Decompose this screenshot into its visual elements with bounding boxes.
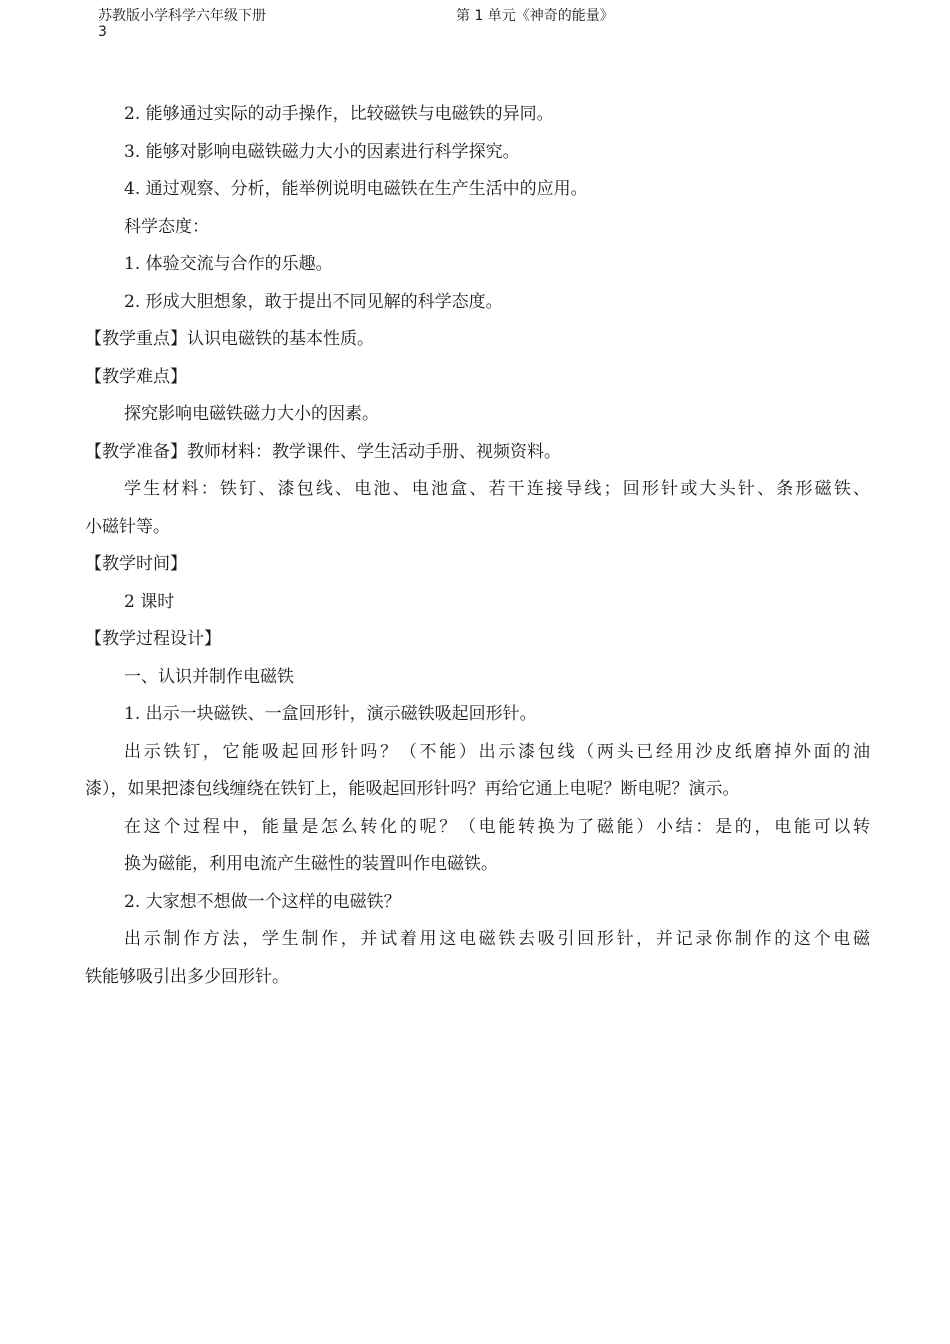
teaching-focus: 【教学重点】认识电磁铁的基本性质。: [85, 329, 374, 349]
document-body: [85, 96, 870, 996]
teaching-time: 2 课时: [124, 591, 175, 612]
objective-3: 3. 能够对影响电磁铁磁力大小的因素进行科学探究。: [124, 141, 520, 162]
attitude-1: 1. 体验交流与合作的乐趣。: [124, 254, 333, 274]
paragraph-iron-nail-line-1: 出示铁钉，它能吸起回形针吗？（不能）出示漆包线（两头已经用沙皮纸磨掉外面的油: [124, 741, 870, 762]
objective-2: 2. 能够通过实际的动手操作，比较磁铁与电磁铁的异同。: [124, 104, 554, 124]
objective-4: 4. 通过观察、分析，能举例说明电磁铁在生产生活中的应用。: [124, 179, 588, 199]
paragraph-make-line-1: 出示制作方法，学生制作，并试着用这电磁铁去吸引回形针，并记录你制作的这个电磁: [124, 929, 870, 949]
paragraph-make-line-2: 铁能够吸引出多少回形针。: [85, 966, 289, 987]
header-book-title: 苏教版小学科学六年级下册: [98, 8, 266, 24]
paragraph-iron-nail-line-2: 漆），如果把漆包线缠绕在铁钉上，能吸起回形针吗？再给它通上电呢？断电呢？演示。: [85, 779, 740, 799]
paragraph-energy-line-1: 在这个过程中，能量是怎么转化的呢？（电能转换为了磁能）小结：是的，电能可以转: [124, 816, 870, 837]
attitude-2: 2. 形成大胆想象，敢于提出不同见解的科学态度。: [124, 291, 503, 312]
student-materials-line-2: 小磁针等。: [85, 516, 170, 537]
teaching-time-heading: 【教学时间】: [85, 554, 187, 574]
part-one-heading: 一、认识并制作电磁铁: [124, 666, 294, 687]
step-2: 2. 大家想不想做一个这样的电磁铁？: [124, 891, 401, 912]
section-heading-scientific-attitude: 科学态度：: [124, 216, 209, 237]
header-unit-title: 第 1 单元《神奇的能量》: [456, 8, 614, 24]
teaching-preparation: 【教学准备】教师材料：教学课件、学生活动手册、视频资料。: [85, 441, 561, 462]
teaching-difficulty-heading: 【教学难点】: [85, 366, 187, 387]
step-1: 1. 出示一块磁铁、一盒回形针，演示磁铁吸起回形针。: [124, 704, 537, 724]
teaching-process-heading: 【教学过程设计】: [85, 629, 221, 649]
page-number: 3: [98, 24, 107, 40]
paragraph-energy-line-2: 换为磁能，利用电流产生磁性的装置叫作电磁铁。: [124, 854, 498, 874]
teaching-difficulty: 探究影响电磁铁磁力大小的因素。: [124, 404, 379, 424]
student-materials-line-1: 学生材料：铁钉、漆包线、电池、电池盒、若干连接导线；回形针或大头针、条形磁铁、: [124, 479, 870, 499]
